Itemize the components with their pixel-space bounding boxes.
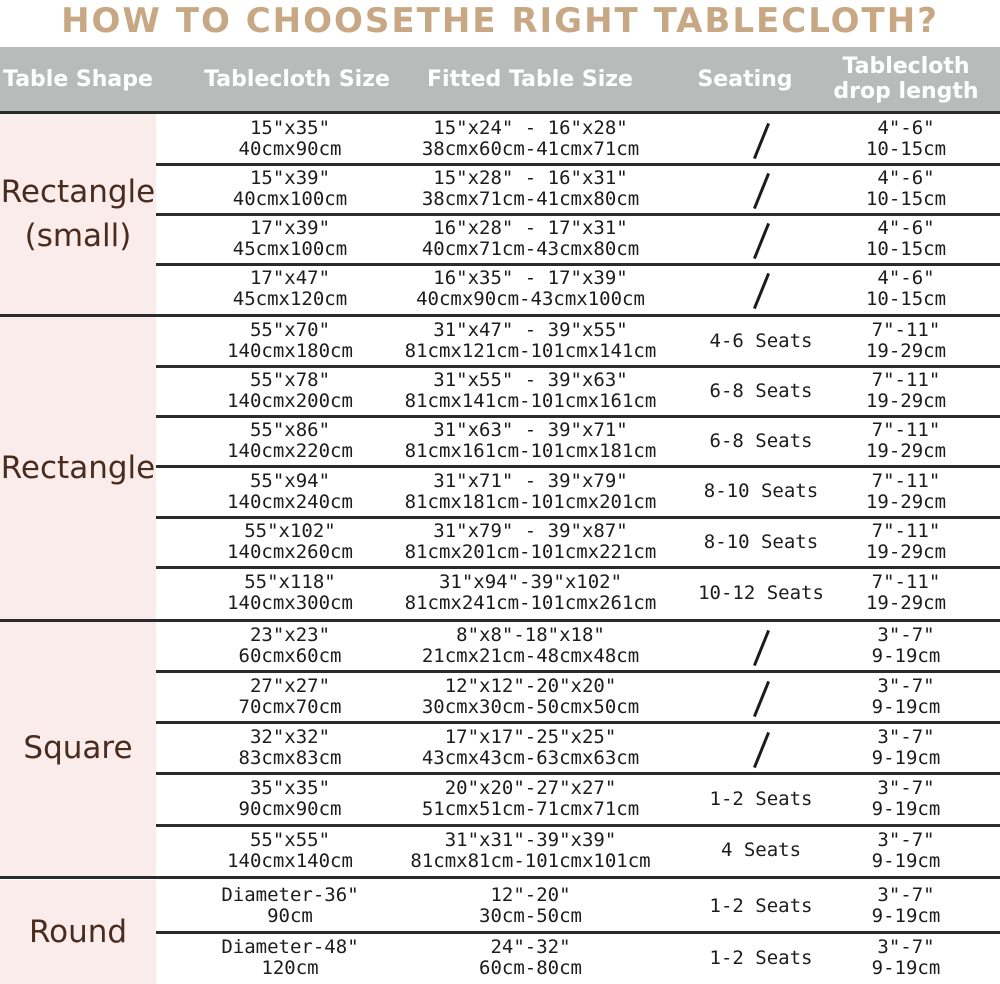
table-row [156, 932, 1000, 984]
fitted-size-inches: 8"x8"-18"x18" [456, 623, 605, 646]
drop-length-inches: 3"-7" [877, 828, 935, 851]
group-divider [0, 876, 1000, 879]
tablecloth-size-cell [156, 932, 424, 984]
drop-length-cell [826, 164, 986, 214]
tablecloth-size-inches: 55"x70" [249, 319, 331, 341]
fitted-size-cm: 81cmx241cm-101cmx261cm [404, 592, 657, 614]
tablecloth-size-inches: 27"x27" [249, 674, 331, 697]
drop-length-cell [826, 114, 986, 164]
table-row [156, 316, 1000, 366]
fitted-size-cm: 43cmx43cm-63cmx63cm [421, 746, 640, 769]
table-shape-name-line1: Square [23, 730, 133, 766]
drop-length-cell [826, 366, 986, 416]
seating-cell [686, 620, 836, 671]
table-row [156, 880, 1000, 932]
seating-value: 8-10 Seats [703, 480, 819, 502]
drop-length-cm: 9-19cm [871, 957, 941, 979]
seating-value: 1-2 Seats [709, 787, 813, 810]
header-table-shape: Table Shape [3, 66, 153, 92]
fitted-size-cell [396, 671, 665, 722]
drop-length-cm: 19-29cm [865, 390, 947, 412]
drop-length-cell [826, 416, 986, 466]
seating-value: 1-2 Seats [709, 894, 813, 917]
table-row [156, 264, 1000, 314]
tablecloth-size-cell [156, 773, 424, 825]
fitted-size-cm: 60cm-80cm [479, 957, 582, 979]
drop-length-cm: 9-19cm [871, 798, 941, 820]
table-row [156, 773, 1000, 825]
drop-length-inches: 3"-7" [877, 623, 935, 646]
seating-cell [686, 825, 836, 876]
drop-length-inches: 4"-6" [877, 217, 935, 239]
fitted-size-cell [396, 880, 665, 932]
drop-length-cell [826, 316, 986, 366]
tablecloth-size-cell [156, 880, 424, 932]
seating-cell [686, 722, 836, 773]
drop-length-cm: 19-29cm [865, 592, 947, 614]
table-row [156, 416, 1000, 466]
fitted-size-inches: 31"x63" - 39"x71" [433, 419, 628, 441]
tablecloth-size-inches: 15"x39" [249, 167, 331, 189]
fitted-size-inches: 31"x47" - 39"x55" [433, 319, 628, 341]
fitted-size-cm: 51cmx51cm-71cmx71cm [421, 798, 640, 820]
tablecloth-size-cell [156, 114, 424, 164]
table-shape-name [1, 446, 155, 490]
table-row [156, 722, 1000, 773]
fitted-size-cell [396, 620, 665, 671]
drop-length-cm: 9-19cm [871, 905, 941, 927]
fitted-size-cell [396, 773, 665, 825]
fitted-size-cm: 40cmx90cm-43cmx100cm [416, 288, 645, 310]
drop-length-inches: 7"-11" [871, 319, 941, 341]
fitted-size-inches: 20"x20"-27"x27" [444, 777, 617, 799]
drop-length-inches: 7"-11" [871, 571, 941, 593]
not-applicable-slash-icon [752, 680, 769, 716]
header-seating: Seating [697, 66, 793, 92]
drop-length-cm: 19-29cm [865, 340, 947, 362]
drop-length-inches: 4"-6" [877, 167, 935, 189]
table-shape-label [0, 316, 156, 619]
tablecloth-size-cm: 140cmx200cm [227, 390, 353, 412]
drop-length-inches: 7"-11" [871, 419, 941, 441]
tablecloth-size-inches: 23"x23" [249, 623, 331, 646]
drop-length-cell [826, 825, 986, 876]
header-fitted-table-size: Fitted Table Size [427, 66, 633, 92]
tablecloth-size-cm: 140cmx140cm [227, 849, 353, 872]
drop-length-cell [826, 620, 986, 671]
tablecloth-size-cm: 140cmx240cm [227, 490, 353, 513]
drop-length-inches: 3"-7" [877, 725, 935, 748]
tablecloth-size-cm: 83cmx83cm [238, 746, 342, 769]
fitted-size-cm: 81cmx81cm-101cmx101cm [410, 849, 651, 872]
tablecloth-size-inches: 17"x39" [249, 217, 331, 239]
fitted-size-cm: 81cmx141cm-101cmx161cm [404, 390, 657, 412]
fitted-size-cell [396, 316, 665, 366]
tablecloth-size-cell [156, 164, 424, 214]
tablecloth-size-cell [156, 366, 424, 416]
fitted-size-cm: 81cmx181cm-101cmx201cm [404, 490, 657, 513]
tablecloth-size-inches: 55"x94" [249, 469, 331, 492]
drop-length-cm: 9-19cm [871, 695, 941, 718]
table-shape-name [1, 170, 155, 258]
fitted-size-inches: 31"x71" - 39"x79" [433, 469, 628, 492]
tablecloth-size-cm: 140cmx220cm [227, 440, 353, 462]
fitted-size-cell [396, 932, 665, 984]
seating-cell [686, 773, 836, 825]
not-applicable-slash-icon [752, 173, 769, 209]
fitted-size-inches: 31"x79" - 39"x87" [433, 520, 628, 542]
fitted-size-inches: 31"x55" - 39"x63" [433, 369, 628, 391]
fitted-size-cell [396, 416, 665, 466]
table-shape-name [23, 726, 132, 770]
tablecloth-size-cell [156, 517, 424, 567]
tablecloth-size-cell [156, 264, 424, 314]
drop-length-inches: 3"-7" [877, 674, 935, 697]
table-row [156, 567, 1000, 619]
tablecloth-size-cell [156, 316, 424, 366]
fitted-size-cm: 40cmx71cm-43cmx80cm [421, 238, 640, 260]
drop-length-cell [826, 264, 986, 314]
table-row [156, 114, 1000, 164]
drop-length-inches: 7"-11" [871, 369, 941, 391]
tablecloth-size-cell [156, 416, 424, 466]
seating-cell [686, 880, 836, 932]
drop-length-cell [826, 567, 986, 619]
tablecloth-size-inches: 55"x86" [249, 419, 331, 441]
fitted-size-cell [396, 264, 665, 314]
header-drop-length-line2: drop length [833, 79, 979, 104]
table-row [156, 671, 1000, 722]
tablecloth-size-inches: Diameter-36" [221, 884, 359, 906]
tablecloth-size-cm: 140cmx260cm [227, 541, 353, 563]
tablecloth-size-cm: 45cmx120cm [232, 288, 348, 310]
tablecloth-size-cell [156, 825, 424, 876]
fitted-size-cell [396, 366, 665, 416]
tablecloth-size-cm: 70cmx70cm [238, 695, 342, 718]
table-shape-name-line1: Round [28, 914, 128, 950]
seating-cell [686, 517, 836, 567]
seating-cell [686, 567, 836, 619]
tablecloth-size-cell [156, 466, 424, 517]
drop-length-cm: 10-15cm [865, 138, 947, 160]
seating-cell [686, 114, 836, 164]
header-tablecloth-size: Tablecloth Size [204, 66, 390, 92]
seating-cell [686, 264, 836, 314]
drop-length-cell [826, 214, 986, 264]
tablecloth-size-cell [156, 722, 424, 773]
fitted-size-cell [396, 466, 665, 517]
fitted-size-inches: 12"-20" [490, 884, 571, 906]
fitted-size-inches: 17"x17"-25"x25" [444, 725, 617, 748]
header-drop-length [826, 47, 986, 111]
seating-cell [686, 316, 836, 366]
tablecloth-size-cm: 90cm [267, 905, 313, 927]
drop-length-cm: 19-29cm [865, 440, 947, 462]
not-applicable-slash-icon [752, 731, 769, 767]
table-shape-name-line1: Rectangle [0, 174, 156, 210]
drop-length-cell [826, 466, 986, 517]
tablecloth-size-cell [156, 214, 424, 264]
drop-length-cm: 10-15cm [865, 288, 947, 310]
seating-cell [686, 164, 836, 214]
drop-length-cell [826, 722, 986, 773]
table-row [156, 466, 1000, 517]
drop-length-inches: 4"-6" [877, 117, 935, 139]
drop-length-inches: 4"-6" [877, 267, 935, 289]
tablecloth-size-cell [156, 620, 424, 671]
tablecloth-size-inches: Diameter-48" [221, 936, 359, 958]
seating-value: 6-8 Seats [709, 379, 813, 402]
tablecloth-size-cm: 40cmx90cm [238, 138, 342, 160]
table-shape-name [29, 910, 127, 954]
tablecloth-size-inches: 15"x35" [249, 117, 331, 139]
tablecloth-size-inches: 55"x78" [249, 369, 331, 391]
fitted-size-inches: 12"x12"-20"x20" [444, 674, 617, 697]
drop-length-cell [826, 671, 986, 722]
seating-value: 6-8 Seats [709, 429, 813, 452]
drop-length-inches: 7"-11" [871, 520, 941, 542]
seating-cell [686, 366, 836, 416]
fitted-size-cm: 81cmx161cm-101cmx181cm [404, 440, 657, 462]
fitted-size-cell [396, 567, 665, 619]
table-shape-label [0, 880, 156, 984]
tablecloth-size-cm: 120cm [261, 957, 319, 979]
drop-length-cell [826, 773, 986, 825]
not-applicable-slash-icon [752, 223, 769, 259]
tablecloth-size-inches: 32"x32" [249, 725, 331, 748]
fitted-size-cell [396, 214, 665, 264]
drop-length-cm: 10-15cm [865, 238, 947, 260]
table-row [156, 825, 1000, 876]
seating-cell [686, 932, 836, 984]
fitted-size-inches: 15"x24" - 16"x28" [433, 117, 628, 139]
drop-length-cm: 19-29cm [865, 490, 947, 513]
tablecloth-size-inches: 55"x102" [244, 520, 336, 542]
drop-length-cell [826, 880, 986, 932]
fitted-size-cm: 81cmx201cm-101cmx221cm [404, 541, 657, 563]
drop-length-inches: 7"-11" [871, 469, 941, 492]
drop-length-cm: 9-19cm [871, 746, 941, 769]
tablecloth-size-cm: 60cmx60cm [238, 644, 342, 667]
tablecloth-size-cell [156, 671, 424, 722]
fitted-size-cell [396, 722, 665, 773]
seating-value: 8-10 Seats [703, 530, 819, 553]
drop-length-cm: 10-15cm [865, 188, 947, 210]
tablecloth-size-cell [156, 567, 424, 619]
table-row [156, 366, 1000, 416]
tablecloth-size-inches: 35"x35" [249, 777, 331, 799]
drop-length-cm: 9-19cm [871, 644, 941, 667]
seating-value: 4 Seats [720, 839, 802, 861]
not-applicable-slash-icon [752, 123, 769, 159]
table-row [156, 517, 1000, 567]
tablecloth-size-cm: 140cmx300cm [227, 592, 353, 614]
drop-length-inches: 3"-7" [877, 884, 935, 906]
drop-length-cell [826, 517, 986, 567]
not-applicable-slash-icon [752, 629, 769, 665]
not-applicable-slash-icon [752, 273, 769, 309]
seating-value: 1-2 Seats [709, 946, 813, 969]
drop-length-cell [826, 932, 986, 984]
fitted-size-cm: 21cmx21cm-48cmx48cm [421, 644, 640, 667]
seating-value: 4-6 Seats [709, 329, 813, 352]
fitted-size-inches: 31"x94"-39"x102" [438, 571, 623, 593]
table-row [156, 214, 1000, 264]
table-shape-name-line2: (small) [24, 218, 132, 254]
fitted-size-inches: 15"x28" - 16"x31" [433, 167, 628, 189]
tablecloth-size-cm: 140cmx180cm [227, 340, 353, 362]
fitted-size-cm: 30cm-50cm [479, 905, 582, 927]
header-drop-length-line1: Tablecloth [842, 54, 970, 79]
table-shape-name-line1: Rectangle [0, 449, 156, 486]
fitted-size-cm: 38cmx71cm-41cmx80cm [421, 188, 640, 210]
fitted-size-cell [396, 825, 665, 876]
seating-cell [686, 466, 836, 517]
table-row [156, 620, 1000, 671]
tablecloth-size-inches: 17"x47" [249, 267, 331, 289]
fitted-size-inches: 31"x31"-39"x39" [444, 828, 617, 851]
table-shape-label [0, 114, 156, 314]
drop-length-inches: 3"-7" [877, 936, 935, 958]
fitted-size-cm: 81cmx121cm-101cmx141cm [404, 340, 657, 362]
drop-length-inches: 3"-7" [877, 777, 935, 799]
fitted-size-cell [396, 517, 665, 567]
tablecloth-size-cm: 40cmx100cm [232, 188, 348, 210]
table-shape-label [0, 620, 156, 876]
fitted-size-cell [396, 114, 665, 164]
fitted-size-cell [396, 164, 665, 214]
table-row [156, 164, 1000, 214]
table-header [0, 47, 1000, 111]
tablecloth-size-cm: 45cmx100cm [232, 238, 348, 260]
tablecloth-size-cm: 90cmx90cm [238, 798, 342, 820]
seating-value: 10-12 Seats [698, 581, 824, 604]
seating-cell [686, 214, 836, 264]
fitted-size-inches: 16"x28" - 17"x31" [433, 217, 628, 239]
tablecloth-size-inches: 55"x55" [249, 828, 331, 851]
seating-cell [686, 671, 836, 722]
seating-cell [686, 416, 836, 466]
tablecloth-size-inches: 55"x118" [244, 571, 336, 593]
fitted-size-cm: 38cmx60cm-41cmx71cm [421, 138, 640, 160]
fitted-size-cm: 30cmx30cm-50cmx50cm [421, 695, 640, 718]
drop-length-cm: 19-29cm [865, 541, 947, 563]
chart-title: HOW TO CHOOSETHE RIGHT TABLECLOTH? [61, 1, 939, 41]
fitted-size-inches: 16"x35" - 17"x39" [433, 267, 628, 289]
fitted-size-inches: 24"-32" [490, 936, 571, 958]
drop-length-cm: 9-19cm [871, 849, 941, 872]
